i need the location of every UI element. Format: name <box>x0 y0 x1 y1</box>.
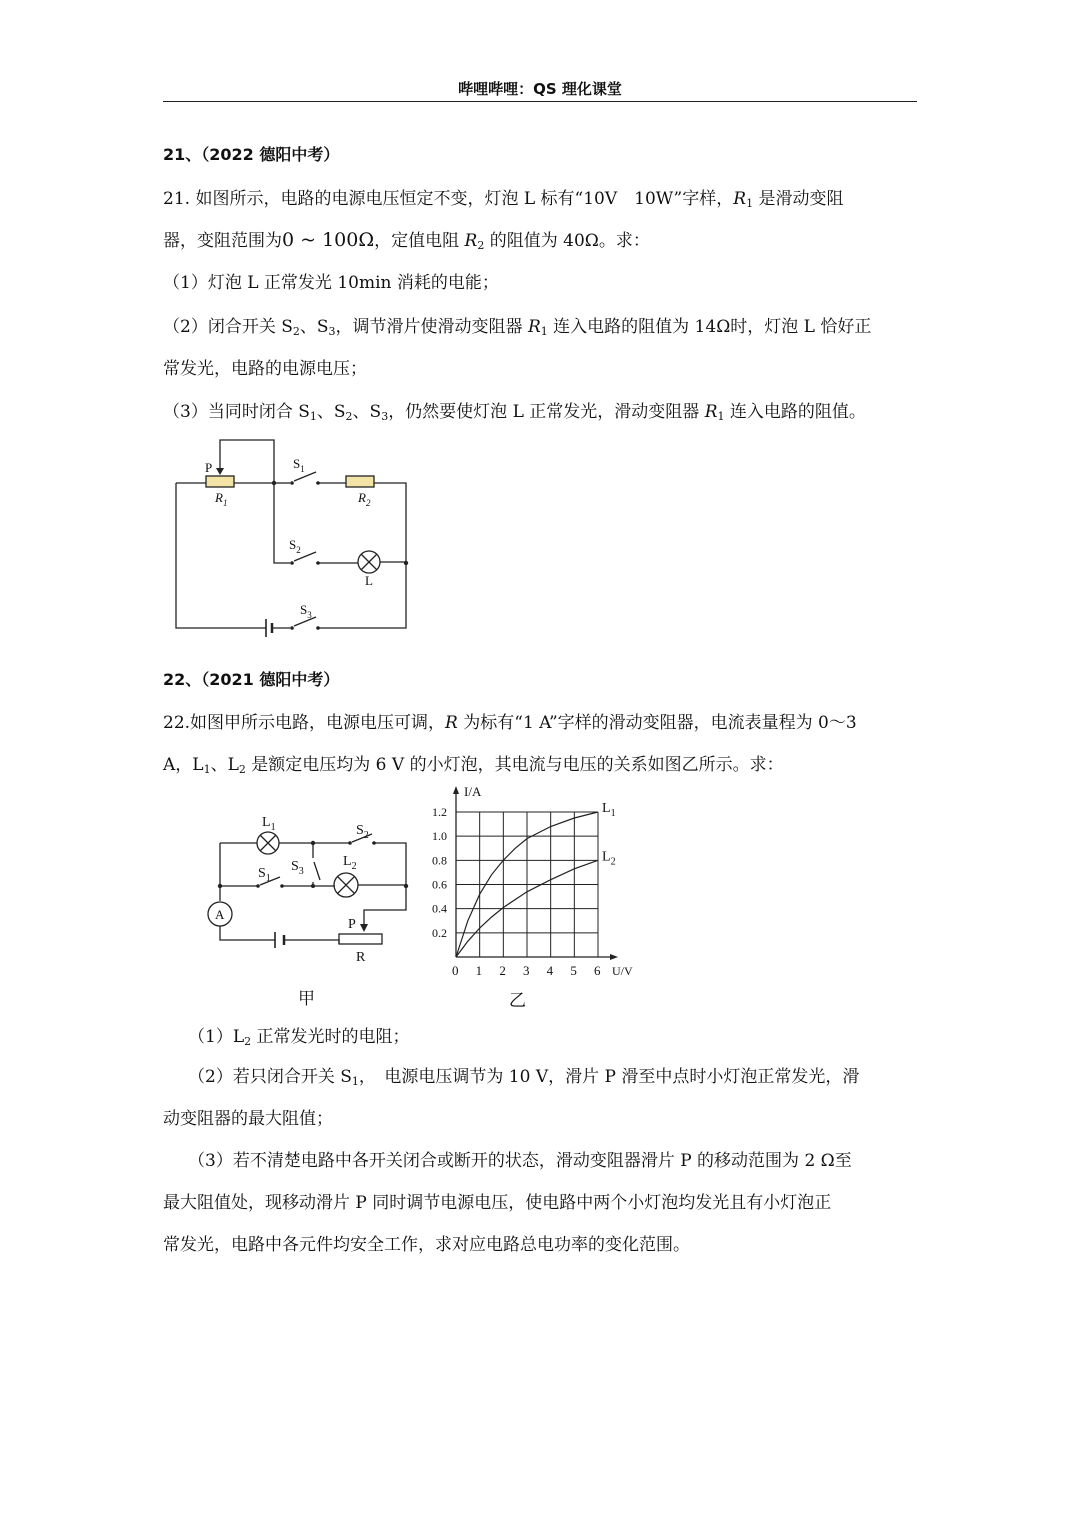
series-label-sub-L1: 1 <box>610 808 616 819</box>
q22-caption-circuit: 甲 <box>298 989 315 1009</box>
q22-label-l1: L <box>262 815 271 830</box>
x-tick-label-5: 5 <box>570 963 577 978</box>
q22-part2-line2: 动变阻器的最大阻值； <box>163 1109 333 1129</box>
x-tick-label-6: 6 <box>594 963 601 978</box>
x-axis-label: U/V <box>612 964 633 978</box>
q21-label-l: L <box>365 573 373 588</box>
q22-label-s2-sub: 2 <box>363 830 369 841</box>
y-axis-label: I/A <box>464 784 482 799</box>
q22-label-s1: S <box>258 866 266 881</box>
q21-label-s2: S <box>289 537 297 552</box>
y-tick-label-5: 1.2 <box>432 805 447 819</box>
x-tick-label-2: 2 <box>499 963 506 978</box>
q22-ammeter-label: A <box>215 907 225 922</box>
q21-label-s1: S <box>293 456 301 471</box>
q21-label-r2-sub: 2 <box>365 498 371 508</box>
q22-part3-line2: 最大阻值处，现移动滑片 P 同时调节电源电压，使电路中两个小灯泡均发光且有小灯泡正 <box>163 1193 832 1213</box>
x-tick-label-0: 0 <box>452 963 459 978</box>
q21-label-s3-sub: 3 <box>307 610 312 620</box>
series-label-sub-L2: 2 <box>610 856 616 868</box>
q21-heading: 21、（2022 德阳中考） <box>163 145 340 164</box>
q22-label-l1-sub: 1 <box>270 822 276 833</box>
y-tick-label-0: 0.2 <box>432 925 447 940</box>
q22-part2-line1: （2）若只闭合开关 $S_1$， 电源电压调节为 10 V，滑片 P 滑至中点时小灯泡正常发光，滑 <box>188 1067 860 1088</box>
series-label-main-L2: L <box>602 849 611 865</box>
x-tick-label-1: 1 <box>475 963 483 978</box>
q22-label-s3: S <box>291 859 299 874</box>
q21-part2-line2: 常发光，电路的电源电压； <box>163 359 367 379</box>
q22-label-s2: S <box>356 823 364 838</box>
q21-stem-line1: 21. 如图所示，电路的电源电压恒定不变，灯泡 L 标有“10V 10W”字样，$R_1$ 是滑动变阻 <box>163 189 844 210</box>
q21-stem-line2: 器，变阻范围为0 ~ 100Ω，定值电阻 $R_2$ 的阻值为 40Ω。求： <box>163 229 650 252</box>
q21-part1: （1）灯泡 L 正常发光 10min 消耗的电能； <box>163 273 499 293</box>
x-tick-label-4: 4 <box>546 963 554 978</box>
q22-stem-line2: A，$L_1$、$L_2$ 是额定电压均为 6 V 的小灯泡，其电流与电压的关系如图乙所示。求： <box>163 755 784 776</box>
q22-part3-line3: 常发光，电路中各元件均安全工作，求对应电路总电功率的变化范围。 <box>163 1235 690 1255</box>
q22-stem-line1: 22.如图甲所示电路，电源电压可调，R 为标有“1 A”字样的滑动变阻器，电流表量程为 0～3 <box>163 713 857 733</box>
q22-label-p: P <box>348 917 356 932</box>
q22-label-s3-sub: 3 <box>298 866 304 877</box>
q22-label-r: R <box>356 950 366 965</box>
series-label-L1 <box>602 801 616 819</box>
q22-part3-line1: （3）若不清楚电路中各开关闭合或断开的状态，滑动变阻器滑片 P 的移动范围为 2 Ω至 <box>188 1151 852 1171</box>
series-label-main-L1: L <box>602 801 611 816</box>
q21-label-s1-sub: 1 <box>300 464 305 474</box>
x-axis-arrow <box>610 954 618 960</box>
q21-part2-line1: （2）闭合开关 $S_2$、$S_3$，调节滑片使滑动变阻器 $R_1$ 连入电路的阻值为 14Ω时，灯泡 L 恰好正 <box>163 317 872 338</box>
q22-part1: $(1)L_2$ 正常发光时的电阻； <box>188 1027 410 1048</box>
q21-label-s2-sub: 2 <box>296 545 301 555</box>
q22-caption-chart: 乙 <box>509 991 526 1011</box>
y-tick-label-1: 0.4 <box>432 901 447 916</box>
q21-label-s3: S <box>300 602 308 617</box>
x-tick-label-3: 3 <box>523 963 530 978</box>
q21-label-r1-sub: 1 <box>222 498 228 508</box>
y-axis-arrow <box>453 786 459 794</box>
q22-label-s1-sub: 1 <box>265 873 271 884</box>
q21-part3: （3）当同时闭合 $S_1$、$S_2$、$S_3$，仍然要使灯泡 L 正常发光，滑动变阻器 $R_1$ 连入电路的阻值。 <box>163 402 866 423</box>
y-tick-label-4: 1.0 <box>432 829 447 844</box>
page-header: 哔哩哔哩：QS 理化课堂 <box>458 80 622 98</box>
y-tick-label-2: 0.6 <box>432 877 447 892</box>
q22-label-l2-sub: 2 <box>351 861 357 872</box>
q21-label-p: P <box>205 460 213 475</box>
q22-heading: 22、（2021 德阳中考） <box>163 670 340 689</box>
q22-label-l2: L <box>343 854 352 869</box>
y-tick-label-3: 0.8 <box>432 853 447 868</box>
series-label-L2 <box>602 849 616 867</box>
q21-label-r2: R <box>358 490 366 505</box>
q21-label-r1: R <box>215 490 223 505</box>
